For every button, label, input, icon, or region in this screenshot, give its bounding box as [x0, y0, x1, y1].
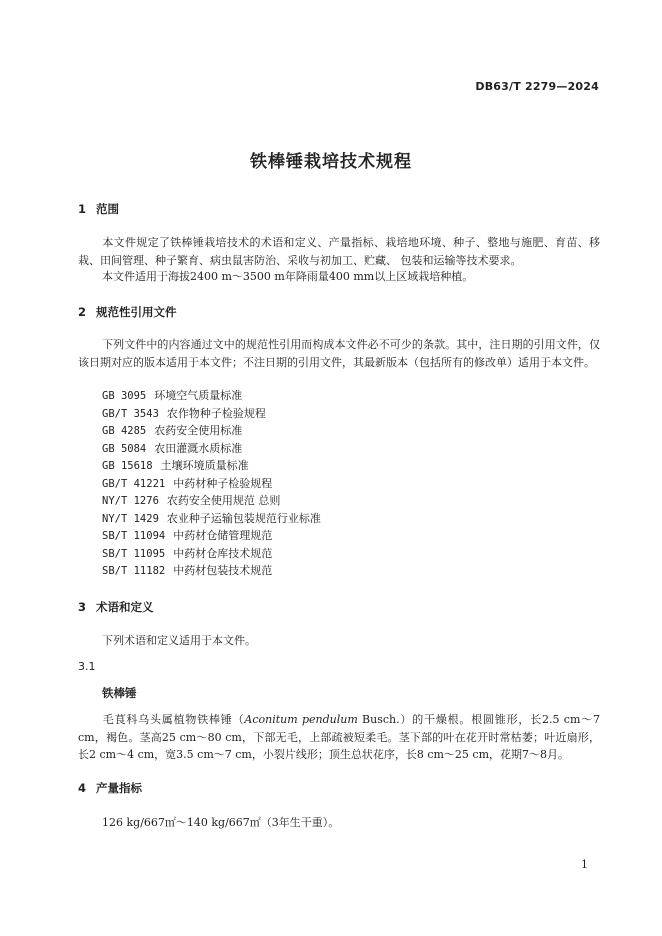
term-number: 3.1 [78, 660, 96, 673]
section-3-heading [78, 599, 154, 615]
reference-code: GB 3095 [102, 390, 147, 402]
section-4-heading [78, 780, 142, 796]
definition-text-a: 毛茛科乌头属植物铁棒锤（ [102, 713, 245, 726]
reference-item [102, 510, 321, 528]
term-name: 铁棒锤 [102, 686, 137, 700]
reference-item [102, 545, 321, 563]
reference-item [102, 492, 321, 510]
reference-item [102, 422, 321, 440]
section-title: 规范性引用文件 [96, 305, 177, 319]
reference-name: 环境空气质量标准 [154, 389, 243, 402]
reference-code: GB 4285 [102, 425, 147, 437]
reference-name: 土壤环境质量标准 [160, 459, 249, 472]
section-title: 术语和定义 [96, 600, 154, 614]
yield-index-text: 126 kg/667㎡～140 kg/667㎡（3年生干重）。 [102, 816, 340, 829]
reference-name: 中药材仓库技术规范 [173, 546, 273, 560]
reference-name: 农田灌溉水质标准 [154, 441, 243, 455]
reference-item [102, 475, 321, 493]
reference-code: SB/T 11095 [102, 547, 166, 560]
reference-name: 中药材包装技术规范 [173, 564, 273, 577]
reference-item [102, 440, 321, 458]
section-1-heading [78, 201, 119, 217]
section-2-heading [78, 304, 177, 320]
reference-item [102, 562, 321, 580]
reference-code: GB 5084 [102, 442, 147, 455]
section-number: 3 [78, 600, 87, 614]
reference-code: SB/T 11182 [102, 565, 166, 577]
reference-item [102, 387, 321, 405]
reference-name: 农药安全使用标准 [154, 424, 243, 437]
page-number: 1 [581, 858, 588, 871]
reference-code: NY/T 1276 [102, 495, 159, 507]
section-title: 范围 [96, 202, 119, 216]
section-1-paragraph-2 [78, 268, 600, 286]
reference-name: 中药材种子检验规程 [173, 476, 273, 490]
reference-item [102, 527, 321, 545]
section-number: 4 [78, 781, 87, 795]
section-title: 产量指标 [96, 781, 142, 795]
term-definition [78, 711, 600, 764]
reference-code: NY/T 1429 [102, 512, 159, 525]
reference-code: GB/T 3543 [102, 407, 159, 420]
reference-code: SB/T 11094 [102, 530, 166, 542]
section-number: 1 [78, 202, 87, 216]
reference-item [102, 457, 321, 475]
paragraph-text: 本文件适用于海拔2400 m～3500 m年降雨量400 mm以上区域栽培种植。 [102, 270, 474, 283]
reference-name: 农业种子运输包装规范行业标准 [166, 511, 321, 525]
reference-code: GB/T 41221 [102, 477, 166, 490]
document-code: DB63/T 2279—2024 [475, 80, 599, 93]
paragraph-text: 本文件规定了铁棒锤栽培技术的术语和定义、产量指标、栽培地环境、种子、整地与施肥、育苗、移栽、田间管理、种子繁育、病虫鼠害防治、采收与初加工、贮藏、 包装和运输等技术要求。 [78, 236, 600, 267]
paragraph-text: 下列文件中的内容通过文中的规范性引用而构成本文件必不可少的条款。其中，注日期的引用文件，仅该日期对应的版本适用于本文件；不注日期的引用文件，其最新版本（包括所有的修改单）适用于本文件。 [78, 338, 600, 369]
definition-text-b: Busch.）的干燥根。根圆锥形，长2.5 cm～7 cm，褐色。茎高25 cm～80 cm，下部无毛，上部疏被短柔毛。茎下部的叶在花开时常枯萎；叶近扇形，长2 cm～4 cm，宽3.5 cm～7 cm，小裂片线形；顶生总状花序，长8 cm～25 cm，花期7～8月。 [78, 713, 600, 761]
document-title: 铁棒锤栽培技术规程 [250, 152, 412, 172]
normative-reference-list [102, 387, 321, 580]
section-1-paragraph-1 [78, 234, 600, 269]
reference-code: GB 15618 [102, 460, 153, 472]
reference-name: 农药安全使用规范 总则 [166, 494, 281, 507]
reference-item [102, 405, 321, 423]
latin-name: Aconitum pendulum [244, 713, 358, 726]
section-2-intro [78, 336, 600, 371]
reference-name: 农作物种子检验规程 [166, 406, 266, 420]
section-3-intro: 下列术语和定义适用于本文件。 [102, 634, 256, 647]
reference-name: 中药材仓储管理规范 [173, 529, 273, 542]
section-number: 2 [78, 305, 87, 319]
